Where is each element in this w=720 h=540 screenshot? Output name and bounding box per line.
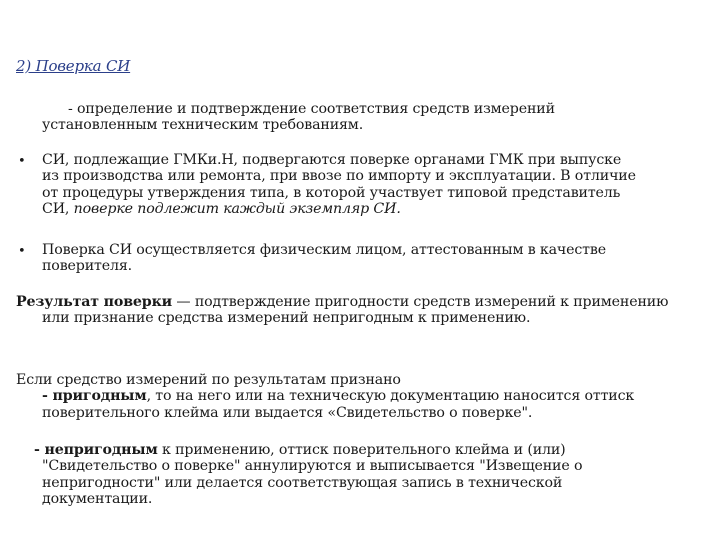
bullet-item-verification-bodies	[42, 152, 642, 218]
unfit-text: к применению, оттиск поверительного клейма и (или) "Свидетельство о поверке" аннулируются и выписывается "Извещение о непригодности" или делается соответствующая запись в технической документации.	[42, 442, 583, 508]
result-definition	[16, 294, 672, 327]
bullet-marker: •	[18, 244, 26, 259]
bullet-item-verifier: Поверка СИ осуществляется физическим лицом, аттестованным в качестве поверителя.	[42, 242, 606, 275]
bullet-1-text: СИ, подлежащие ГМКи.Н, подвергаются поверке органами ГМК при выпуске из производства или ремонта, при ввозе по импорту и эксплуатации. В отличие от процедуры утверждения типа, в которой участвует типовой представитель СИ,	[42, 152, 636, 218]
conditions-block	[16, 372, 656, 421]
unfit-condition-text	[16, 442, 666, 508]
fit-condition	[16, 388, 656, 421]
definition-text	[42, 101, 642, 134]
unfit-condition	[16, 442, 666, 508]
conditions-intro: Если средство измерений по результатам признано	[16, 372, 401, 388]
section-heading: 2) Поверка СИ	[16, 57, 131, 75]
result-term: Результат поверки	[16, 294, 173, 310]
definition-line-1: - определение и подтверждение соответствия средств измерений	[68, 101, 555, 117]
fit-text: , то на него или на техническую документацию наносится оттиск поверительного клейма или выдается «Свидетельство о поверке".	[42, 388, 635, 421]
result-text: — подтверждение пригодности средств измерений к применению или признание средства измерений непригодным к применению.	[42, 294, 669, 327]
bullet-marker: •	[18, 154, 26, 169]
unfit-term: - непригодным	[34, 442, 158, 458]
fit-term: - пригодным	[42, 388, 147, 405]
bullet-1-italic-text: поверке подлежит каждый экземпляр СИ.	[73, 201, 401, 218]
definition-line-2: установленным техническим требованиям.	[42, 117, 364, 134]
